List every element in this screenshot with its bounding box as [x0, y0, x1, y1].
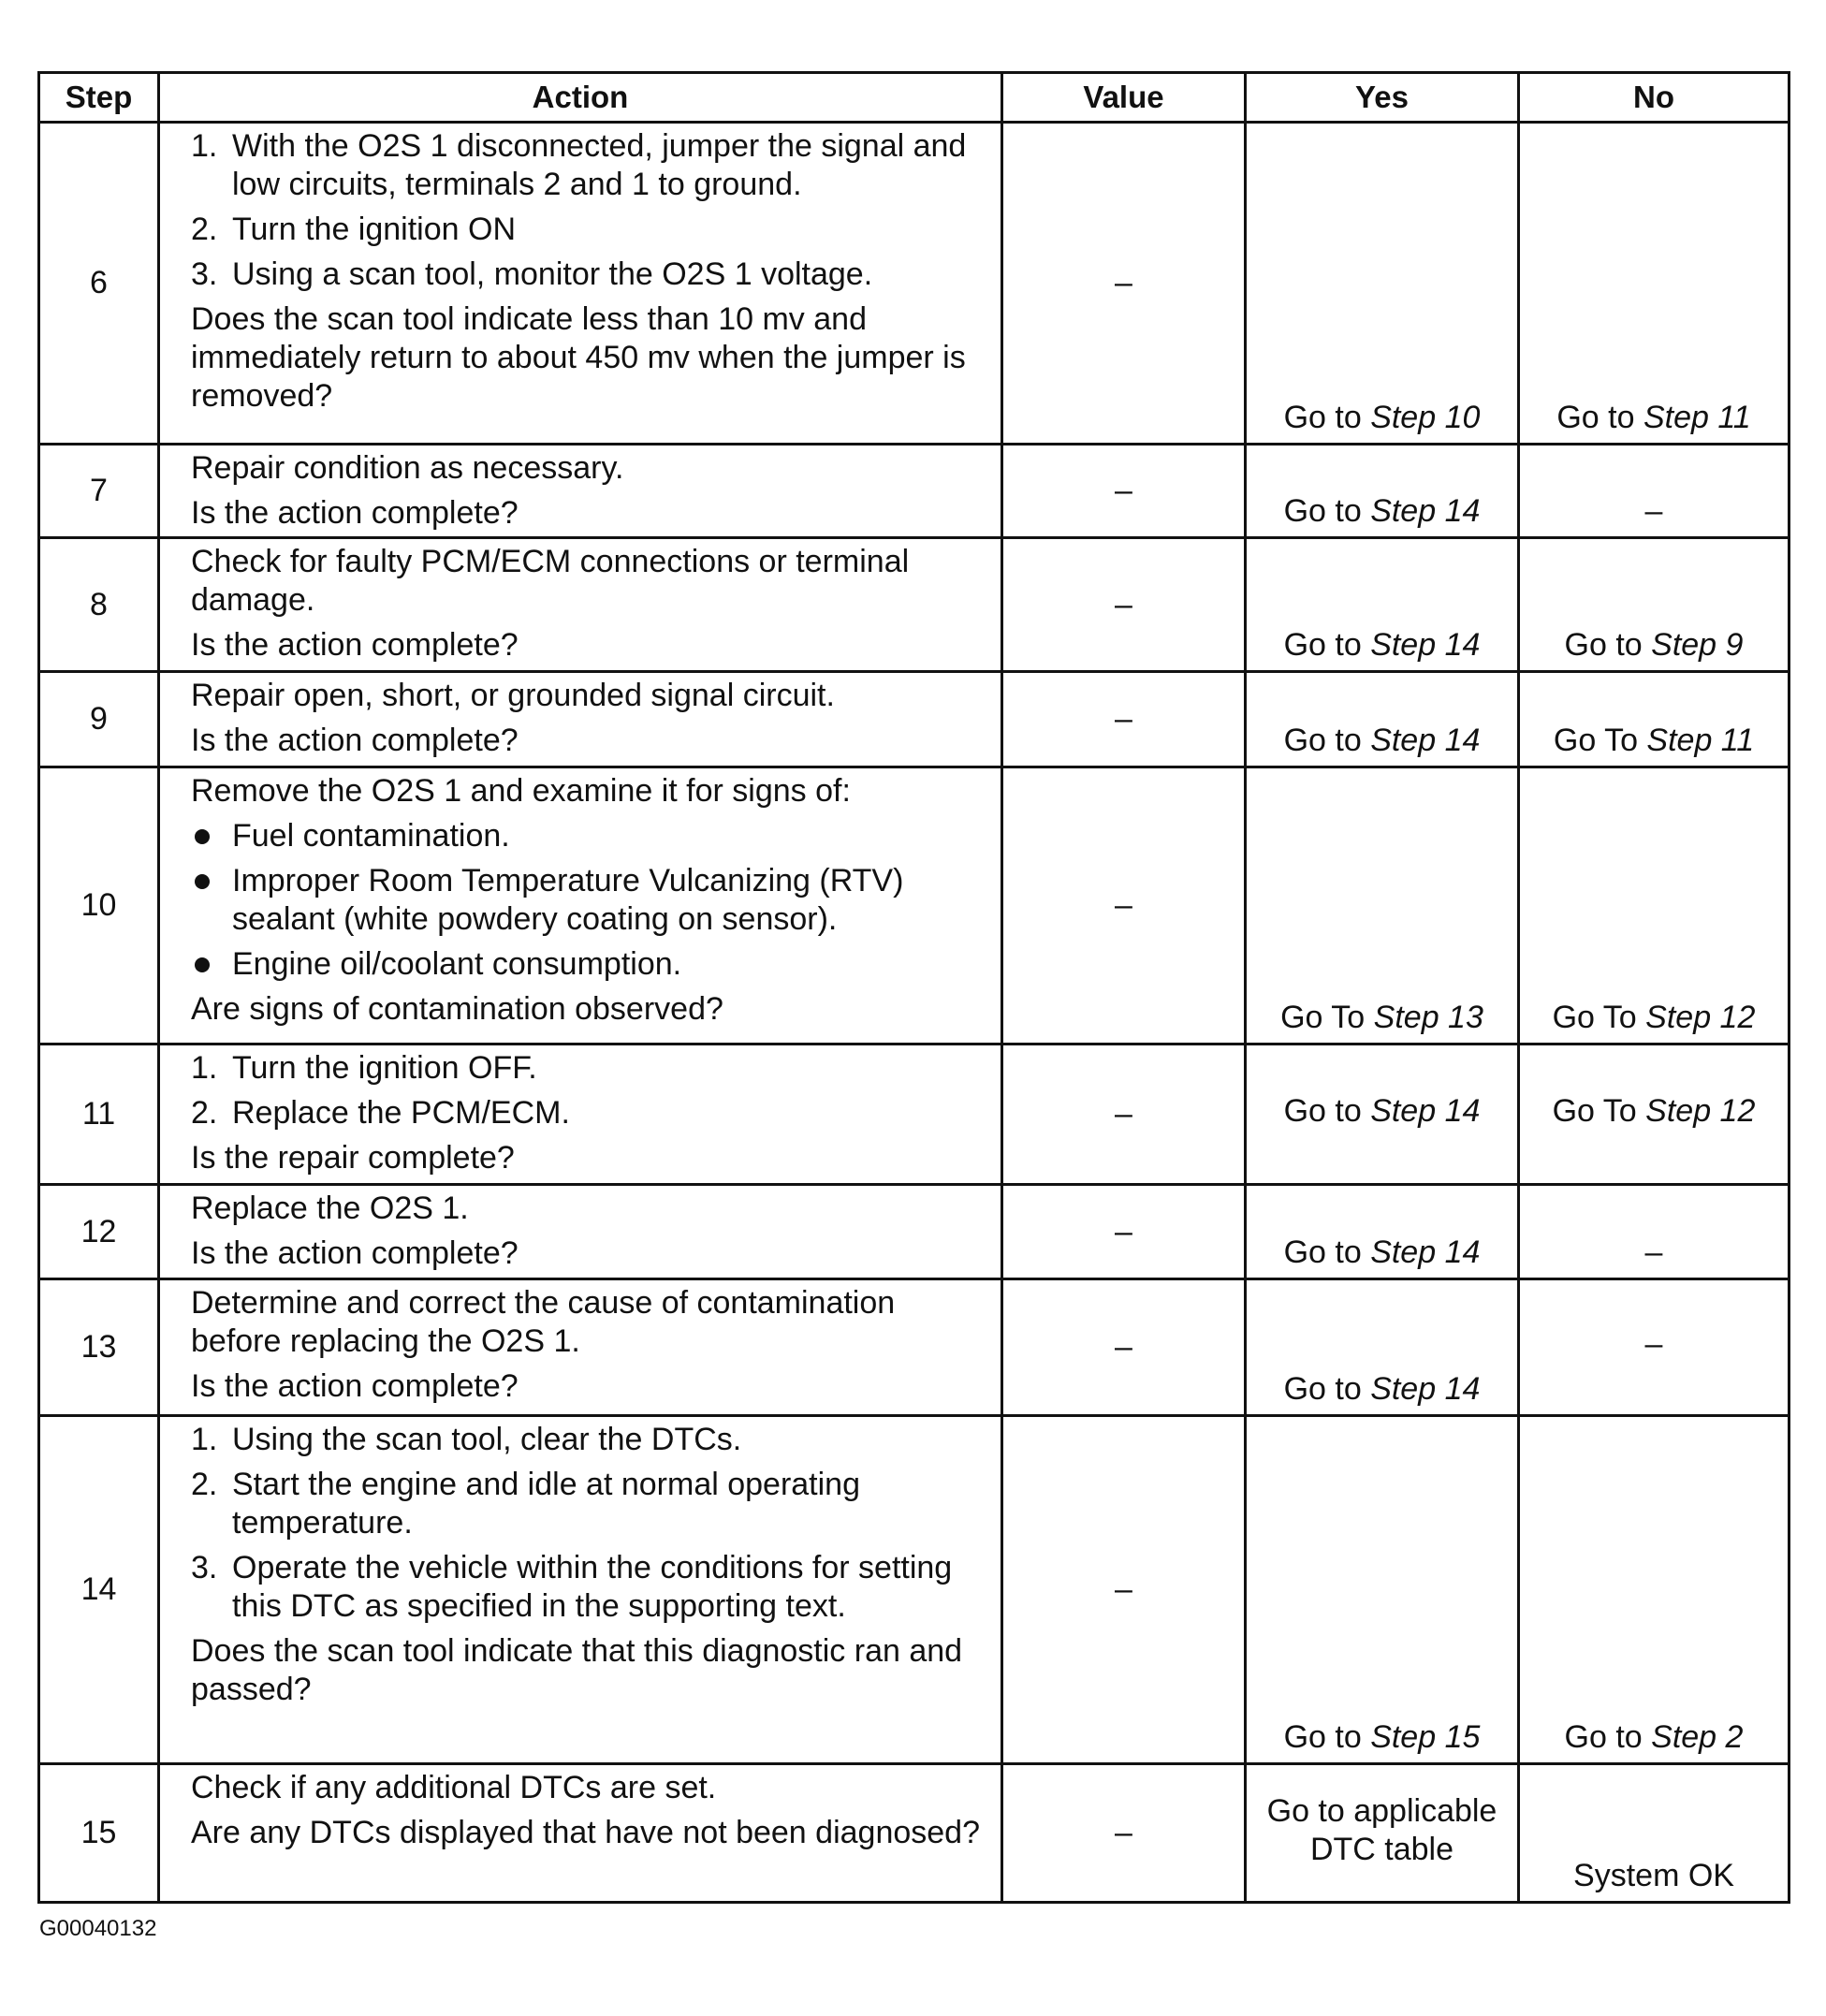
numbered-item [191, 1466, 984, 1542]
goto-step-link: Step 15 [1370, 1719, 1481, 1755]
action-cell [159, 1185, 1002, 1279]
no-cell: – [1519, 1185, 1789, 1279]
numbered-item [191, 1094, 984, 1132]
yes-line-1: Go to applicable [1266, 1792, 1497, 1829]
no-cell: – [1519, 445, 1789, 538]
goto-prefix: Go to [1564, 1719, 1652, 1755]
step-number: 14 [39, 1416, 159, 1764]
action-question: Are any DTCs displayed that have not been diagnosed? [191, 1815, 980, 1850]
yes-cell [1246, 767, 1519, 1045]
step-number: 12 [39, 1185, 159, 1279]
goto-prefix: Go to [1283, 1719, 1371, 1755]
item-text: Operate the vehicle within the conditions for setting this DTC as specified in the supporting text. [232, 1550, 953, 1624]
action-text: Repair condition as necessary. [191, 450, 624, 486]
goto-step-link: Step 12 [1645, 1000, 1756, 1035]
goto-prefix: Go To [1552, 1093, 1646, 1129]
step-number: 10 [39, 767, 159, 1045]
action-intro: Remove the O2S 1 and examine it for signs of: [191, 773, 851, 809]
goto-prefix: Go To [1553, 723, 1647, 758]
bullet-icon [195, 874, 210, 889]
header-value: Value [1002, 73, 1246, 123]
item-number: 1. [191, 1422, 218, 1457]
step-number: 6 [39, 123, 159, 445]
yes-cell [1246, 1279, 1519, 1416]
goto-step-link: Step 14 [1370, 627, 1481, 663]
yes-cell [1246, 1416, 1519, 1764]
goto-prefix: Go to [1283, 1234, 1371, 1270]
no-cell [1519, 538, 1789, 672]
item-text: Fuel contamination. [232, 818, 510, 854]
yes-cell [1246, 1764, 1519, 1903]
table-row [39, 1045, 1789, 1185]
item-text: Improper Room Temperature Vulcanizing (RTV) sealant (white powdery coating on sensor). [232, 863, 904, 937]
value-cell: – [1002, 1185, 1246, 1279]
value-cell: – [1002, 672, 1246, 767]
step-number: 11 [39, 1045, 159, 1185]
item-text: Engine oil/coolant consumption. [232, 946, 682, 982]
no-cell [1519, 672, 1789, 767]
action-text: Replace the O2S 1. [191, 1191, 469, 1226]
goto-prefix: Go to [1283, 723, 1371, 758]
numbered-item [191, 211, 984, 249]
table-row [39, 1416, 1789, 1764]
goto-step-link: Step 14 [1370, 1234, 1481, 1270]
goto-step-link: Step 2 [1651, 1719, 1744, 1755]
action-cell [159, 538, 1002, 672]
value-cell: – [1002, 123, 1246, 445]
goto-step-link: Step 14 [1370, 493, 1481, 529]
value-cell: – [1002, 1045, 1246, 1185]
goto-prefix: Go to [1564, 627, 1652, 663]
no-cell [1519, 767, 1789, 1045]
header-action: Action [159, 73, 1002, 123]
step-number: 9 [39, 672, 159, 767]
bullet-icon [195, 829, 210, 844]
item-number: 2. [191, 1467, 218, 1502]
action-question: Is the action complete? [191, 495, 519, 531]
item-text: With the O2S 1 disconnected, jumper the signal and low circuits, terminals 2 and 1 to ground. [232, 128, 967, 202]
action-question: Is the action complete? [191, 723, 519, 758]
item-number: 3. [191, 256, 218, 292]
yes-cell [1246, 538, 1519, 672]
action-cell [159, 1764, 1002, 1903]
item-text: Using the scan tool, clear the DTCs. [232, 1422, 742, 1457]
action-cell [159, 767, 1002, 1045]
table-row [39, 1185, 1789, 1279]
yes-line-2: DTC table [1309, 1831, 1454, 1867]
header-no: No [1519, 73, 1789, 123]
goto-step-link: Step 11 [1646, 723, 1755, 758]
goto-prefix: Go to [1283, 400, 1371, 435]
numbered-item [191, 1049, 984, 1088]
header-step: Step [39, 73, 159, 123]
step-number: 7 [39, 445, 159, 538]
no-cell [1519, 1416, 1789, 1764]
goto-prefix: Go to [1283, 1093, 1371, 1129]
action-cell [159, 1416, 1002, 1764]
no-cell [1519, 1045, 1789, 1185]
numbered-item [191, 256, 984, 294]
action-question: Does the scan tool indicate that this diagnostic ran and passed? [191, 1633, 963, 1707]
action-cell [159, 1045, 1002, 1185]
item-number: 2. [191, 1095, 218, 1131]
step-number: 13 [39, 1279, 159, 1416]
yes-cell [1246, 672, 1519, 767]
goto-step-link: Step 14 [1370, 723, 1481, 758]
action-question: Is the action complete? [191, 627, 519, 663]
goto-prefix: Go to [1283, 627, 1371, 663]
action-text: Determine and correct the cause of contamination before replacing the O2S 1. [191, 1285, 896, 1359]
step-number: 15 [39, 1764, 159, 1903]
value-cell: – [1002, 1279, 1246, 1416]
no-cell [1519, 123, 1789, 445]
bullet-icon [195, 957, 210, 972]
action-question: Is the action complete? [191, 1235, 519, 1271]
goto-prefix: Go to [1283, 1371, 1371, 1407]
action-question: Does the scan tool indicate less than 10 mv and immediately return to about 450 mv when the jumper is removed? [191, 301, 966, 414]
numbered-item [191, 127, 984, 204]
numbered-item [191, 1549, 984, 1626]
item-number: 2. [191, 212, 218, 247]
goto-step-link: Step 11 [1643, 400, 1751, 435]
value-cell: – [1002, 1764, 1246, 1903]
goto-step-link: Step 14 [1370, 1093, 1481, 1129]
table-row [39, 123, 1789, 445]
yes-cell [1246, 1185, 1519, 1279]
yes-cell [1246, 123, 1519, 445]
table-row [39, 767, 1789, 1045]
item-text: Replace the PCM/ECM. [232, 1095, 570, 1131]
item-number: 3. [191, 1550, 218, 1585]
goto-step-link: Step 10 [1370, 400, 1481, 435]
goto-prefix: Go to [1283, 493, 1371, 529]
item-number: 1. [191, 128, 218, 164]
action-cell [159, 445, 1002, 538]
item-number: 1. [191, 1050, 218, 1086]
value-cell: – [1002, 767, 1246, 1045]
table-row [39, 1279, 1789, 1416]
action-text: Repair open, short, or grounded signal circuit. [191, 678, 835, 713]
table-row [39, 538, 1789, 672]
action-question: Are signs of contamination observed? [191, 991, 723, 1027]
action-question: Is the action complete? [191, 1368, 519, 1404]
goto-prefix: Go to [1556, 400, 1643, 435]
goto-prefix: Go To [1552, 1000, 1646, 1035]
item-text: Turn the ignition OFF. [232, 1050, 537, 1086]
goto-step-link: Step 14 [1370, 1371, 1481, 1407]
item-text: Turn the ignition ON [232, 212, 516, 247]
goto-prefix: Go To [1280, 1000, 1374, 1035]
diagnostic-table [37, 71, 1790, 1904]
bullet-item [191, 817, 984, 855]
table-row [39, 1764, 1789, 1903]
action-cell [159, 123, 1002, 445]
no-cell: System OK [1519, 1764, 1789, 1903]
yes-cell [1246, 445, 1519, 538]
step-number: 8 [39, 538, 159, 672]
value-cell: – [1002, 1416, 1246, 1764]
no-cell: – [1519, 1279, 1789, 1416]
action-cell [159, 1279, 1002, 1416]
item-text: Start the engine and idle at normal operating temperature. [232, 1467, 861, 1541]
goto-step-link: Step 13 [1373, 1000, 1483, 1035]
value-cell: – [1002, 445, 1246, 538]
goto-step-link: Step 9 [1651, 627, 1744, 663]
header-row [39, 73, 1789, 123]
header-yes: Yes [1246, 73, 1519, 123]
action-text: Check if any additional DTCs are set. [191, 1770, 717, 1805]
bullet-item [191, 945, 984, 984]
table-row [39, 672, 1789, 767]
bullet-item [191, 862, 984, 939]
document-code: G00040132 [39, 1916, 157, 1941]
action-cell [159, 672, 1002, 767]
table-row [39, 445, 1789, 538]
item-text: Using a scan tool, monitor the O2S 1 voltage. [232, 256, 873, 292]
action-question: Is the repair complete? [191, 1140, 515, 1176]
action-text: Check for faulty PCM/ECM connections or terminal damage. [191, 544, 910, 618]
goto-step-link: Step 12 [1645, 1093, 1756, 1129]
numbered-item [191, 1421, 984, 1459]
yes-cell [1246, 1045, 1519, 1185]
value-cell: – [1002, 538, 1246, 672]
